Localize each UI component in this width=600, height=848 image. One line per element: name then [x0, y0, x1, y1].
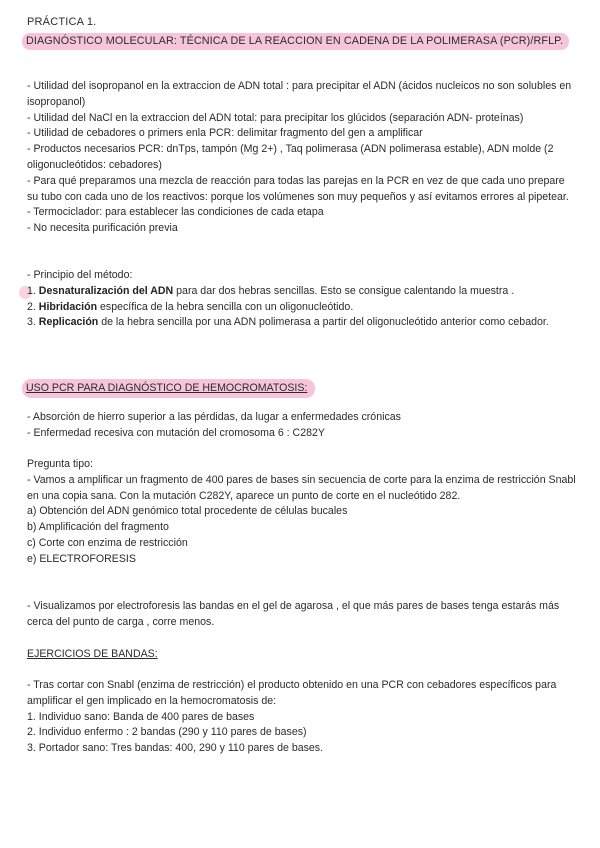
ejercicios-title [27, 647, 577, 663]
paso-e: e) ELECTROFORESIS [27, 552, 136, 565]
step-1-text: para dar dos hebras sencillas. Esto se consigue calentando la muestra . [173, 284, 515, 297]
visualizamos-text: - Visualizamos por electroforesis las bandas en el gel de agarosa , el que más pares de bases tenga estarás más cerca del punto de carga , corre menos. [27, 600, 560, 628]
step-2-number: 2. [27, 300, 36, 313]
ejercicio-sano: 1. Individuo sano: Banda de 400 pares de bases [27, 710, 255, 723]
hemocromatosis-facts [27, 410, 577, 442]
utilidad-isopropanol: - Utilidad del isopropanol en la extraccion de ADN total : para precipitar el ADN (ácidos nucleicos no son solubles en isopropanol) [27, 80, 572, 108]
step-1-term: Desnaturalización del ADN [38, 284, 174, 297]
practice-number-text: PRÁCTICA 1. [27, 16, 97, 28]
utilidad-cebadores: - Utilidad de cebadores o primers enla PCR: delimitar fragmento del gen a amplificar [27, 127, 423, 140]
mezcla-reaccion: - Para qué preparamos una mezcla de reacción para todas las parejas en la PCR en vez de que cada uno prepare su tubo con cada uno de los reactivos: porque los volúmenes son muy pequeños y así evitamos errores al pipetear. [27, 174, 569, 203]
practice-title-highlight: DIAGNÓSTICO MOLECULAR: TÉCNICA DE LA REACCION EN CADENA DE LA POLIMERASA (PCR)/RFLP. [22, 33, 569, 50]
paso-a: a) Obtención del ADN genómico total procedente de células bucales [27, 505, 348, 518]
practice-title [27, 33, 577, 50]
productos-pcr: - Productos necesarios PCR: dnTps, tampón (Mg 2+) , Taq polimerasa (ADN polimerasa estable), ADN molde (2 oligonucleótidos: cebadores) [27, 143, 554, 171]
step-1-number: 1. [27, 284, 36, 297]
ejercicios-list [27, 678, 577, 757]
step-3-term: Replicación [38, 316, 99, 329]
ejercicio-portador: 3. Portador sano: Tres bandas: 400, 290 y 110 pares de bases. [27, 742, 324, 755]
principio-step-3 [27, 315, 577, 331]
pregunta-text: - Vamos a amplificar un fragmento de 400 pares de bases sin secuencia de corte para la enzima de restricción Snabl en una copia sana. Con la mutación C282Y, aparece un punto de corte en el nucleótido 282. [27, 473, 576, 502]
step-3-number: 3. [27, 316, 36, 329]
utilidades-list [27, 79, 577, 237]
fact-absorcion: - Absorción de hierro superior a las pérdidas, da lugar a enfermedades crónicas [27, 411, 401, 423]
principio-step-2 [27, 300, 577, 316]
purificacion: - No necesita purificación previa [27, 222, 178, 235]
ejercicio-enfermo: 2. Individuo enfermo : 2 bandas (290 y 110 pares de bases) [27, 726, 307, 739]
utilidad-nacl: - Utilidad del NaCl en la extraccion del ADN total: para precipitar los glúcidos (separación ADN- proteínas) [27, 111, 524, 124]
principio-metodo [27, 268, 577, 331]
step-3-text: de la hebra sencilla por una ADN polimerasa a partir del oligonucleótido anterior como cebador. [98, 316, 549, 329]
principio-intro: - Principio del método: [27, 269, 133, 281]
fact-recesiva: - Enfermedad recesiva con mutación del cromosoma 6 : C282Y [27, 426, 325, 439]
step-2-term: Hibridación [38, 300, 98, 313]
termociclador: - Termociclador: para establecer las condiciones de cada etapa [27, 206, 324, 219]
pregunta-label: Pregunta tipo: [27, 458, 93, 470]
paso-b: b) Amplificación del fragmento [27, 521, 169, 534]
practice-number [27, 15, 577, 31]
paso-c: c) Corte con enzima de restricción [27, 536, 188, 549]
hemocromatosis-title-highlight: USO PCR PARA DIAGNÓSTICO DE HEMOCROMATOSIS: [22, 379, 315, 398]
hemocromatosis-title [27, 379, 577, 398]
ejercicios-intro: - Tras cortar con Snabl (enzima de restricción) el producto obtenido en una PCR con cebadores específicos para amplificar el gen implicado en la hemocromatosis de: [27, 679, 557, 707]
pregunta-tipo [27, 457, 577, 568]
step-2-text: específica de la hebra sencilla con un oligonucleótido. [97, 300, 354, 313]
ejercicios-title-text: EJERCICIOS DE BANDAS: [27, 648, 158, 660]
principio-step-1 [27, 284, 577, 300]
